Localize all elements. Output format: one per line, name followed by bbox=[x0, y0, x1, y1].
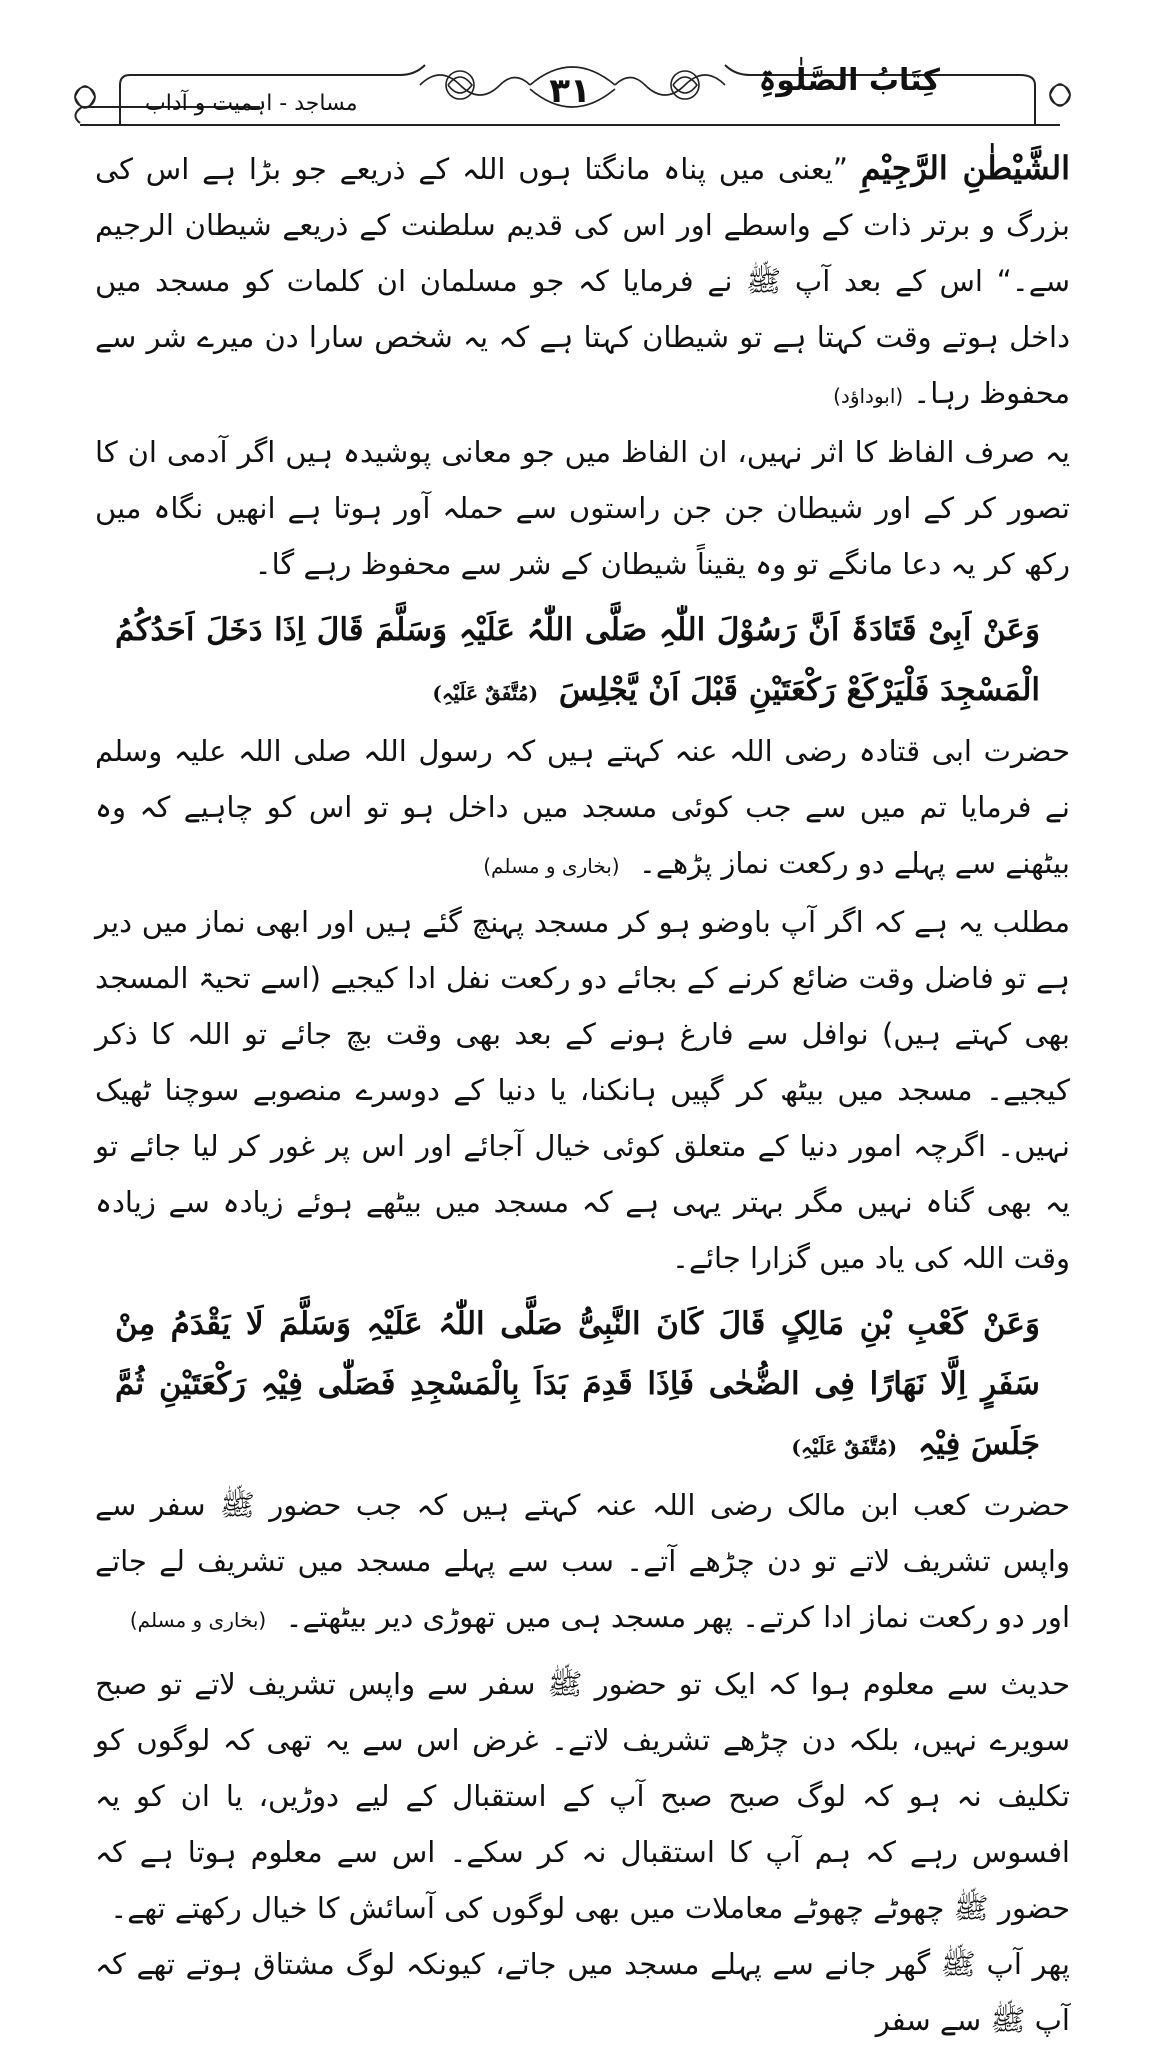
page-number: ۳۱ bbox=[549, 71, 591, 111]
hadith-arabic-2 bbox=[95, 1294, 1070, 1477]
hadith-arabic-1 bbox=[95, 600, 1070, 723]
paragraph-commentary-2: مطلب یہ ہے کہ اگر آپ باوضو ہو کر مسجد پہنچ گئے ہیں اور ابھی نماز میں دیر ہے تو فاضل وقت ضائع کرنے کے بجائے دو رکعت نفل ادا کیجیے (اسے تحیۃ المسجد بھی کہتے ہیں) نوافل سے فارغ ہونے کے بعد بھی وقت بچ جائے تو اللہ کا ذکر کیجیے۔ مسجد میں بیٹھ کر گپیں ہانکنا، یا دنیا کے دوسرے منصوبے سوچنا ٹھیک نہیں۔ اگرچہ امور دنیا کے متعلق کوئی خیال آجائے اور اس پر غور کر لیا جائے تو یہ بھی گناہ نہیں مگر بہتر یہی ہے کہ مسجد میں بیٹھے ہوئے زیادہ سے زیادہ وقت اللہ کی یاد میں گزارا جائے۔ bbox=[95, 905, 1070, 1275]
reference: (مُتَّفَقٌ عَلَیْہِ) bbox=[432, 681, 539, 705]
paragraph-commentary-1: یہ صرف الفاظ کا اثر نہیں، ان الفاظ میں جو معانی پوشیدہ ہیں اگر آدمی ان کا تصور کر کے اور شیطان جن جن راستوں سے حملہ آور ہوتا ہے انھیں نگاہ میں رکھ کر یہ دعا مانگے تو وہ یقیناً شیطان کے شر سے محفوظ رہے گا۔ bbox=[95, 435, 1070, 581]
page-header bbox=[60, 55, 1080, 135]
hadith-translation-2 bbox=[95, 1477, 1070, 1648]
arabic-phrase: الشَّیْطٰنِ الرَّجِیْمِ bbox=[860, 149, 1070, 187]
paragraph-commentary-3: حدیث سے معلوم ہوا کہ ایک تو حضور ﷺ سفر سے واپس تشریف لاتے تو صبح سویرے نہیں، بلکہ دن چڑھے تشریف لاتے۔ غرض اس سے یہ تھی کہ لوگوں کو تکلیف نہ ہو کہ لوگ صبح صبح آپ کے استقبال کے لیے دوڑیں، یا ان کو یہ افسوس رہے کہ ہم آپ کا استقبال نہ کر سکے۔ اس سے معلوم ہوتا ہے کہ حضور ﷺ چھوٹے چھوٹے معاملات میں بھی لوگوں کی آسائش کا خیال رکھتے تھے۔ bbox=[95, 1667, 1070, 1925]
translation-text: حضرت کعب ابن مالک رضی اللہ عنہ کہتے ہیں کہ جب حضور ﷺ سفر سے واپس تشریف لاتے تو دن چڑھے آتے۔ سب سے پہلے مسجد میں تشریف لے جاتے اور دو رکعت نماز ادا کرتے۔ پھر مسجد ہی میں تھوڑی دیر بیٹھتے۔ bbox=[95, 1488, 1070, 1634]
paragraph-text: ”یعنی میں پناہ مانگتا ہوں اللہ کے ذریعے جو بڑا ہے اس کی بزرگ و برتر ذات کے واسطے اور اس کی قدیم سلطنت کے ذریعے شیطان الرجیم سے۔“ اس کے بعد آپ ﷺ نے فرمایا کہ جو مسلمان ان کلمات کو مسجد میں داخل ہوتے وقت کہتا ہے تو شیطان کہتا ہے کہ یہ شخص سارا دن میرے شر سے محفوظ رہا۔ bbox=[95, 152, 1070, 410]
chapter-title: مساجد - اہمیت و آداب bbox=[145, 91, 358, 116]
translation-text: حضرت ابی قتادہ رضی اللہ عنہ کہتے ہیں کہ رسول اللہ صلی اللہ علیہ وسلم نے فرمایا تم میں سے جب کوئی مسجد میں داخل ہو تو اس کو چاہیے کہ وہ بیٹھنے سے پہلے دو رکعت نماز پڑھے۔ bbox=[95, 734, 1070, 880]
hadith-text: وَعَنْ کَعْبِ بْنِ مَالِکٍ قَالَ کَانَ النَّبِیُّ صَلَّی اللّٰہُ عَلَیْہِ وَسَلَّمَ لَا یَقْدَمُ مِنْ سَفَرٍ اِلَّا نَهَارًا فِی الضُّحٰی فَاِذَا قَدِمَ بَدَاَ بِالْمَسْجِدِ فَصَلّٰی فِیْہِ رَکْعَتَیْنِ ثُمَّ جَلَسَ فِیْہِ bbox=[115, 1306, 1040, 1462]
reference: (ابوداؤد) bbox=[833, 384, 904, 408]
reference: (مُتَّفَقٌ عَلَیْہِ) bbox=[791, 1435, 898, 1459]
paragraph-commentary-4: پھر آپ ﷺ گھر جانے سے پہلے مسجد میں جاتے، کیونکہ لوگ مشتاق ہوتے تھے کہ آپ ﷺ سے سفر bbox=[95, 1947, 1070, 2037]
book-title: کِتَابُ الصَّلٰوۃِ bbox=[758, 63, 940, 98]
page-body bbox=[95, 140, 1070, 2037]
reference: (بخاری و مسلم) bbox=[129, 1608, 267, 1632]
hadith-translation-1 bbox=[95, 723, 1070, 894]
paragraph-dua-explanation bbox=[95, 140, 1070, 424]
hadith-text: وَعَنْ اَبِیْ قَتَادَۃَ اَنَّ رَسُوْلَ اللّٰہِ صَلَّی اللّٰہُ عَلَیْہِ وَسَلَّمَ قَالَ اِذَا دَخَلَ اَحَدُکُمُ الْمَسْجِدَ فَلْیَرْکَعْ رَکْعَتَیْنِ قَبْلَ اَنْ یَّجْلِسَ bbox=[115, 612, 1040, 708]
reference: (بخاری و مسلم) bbox=[483, 854, 620, 878]
